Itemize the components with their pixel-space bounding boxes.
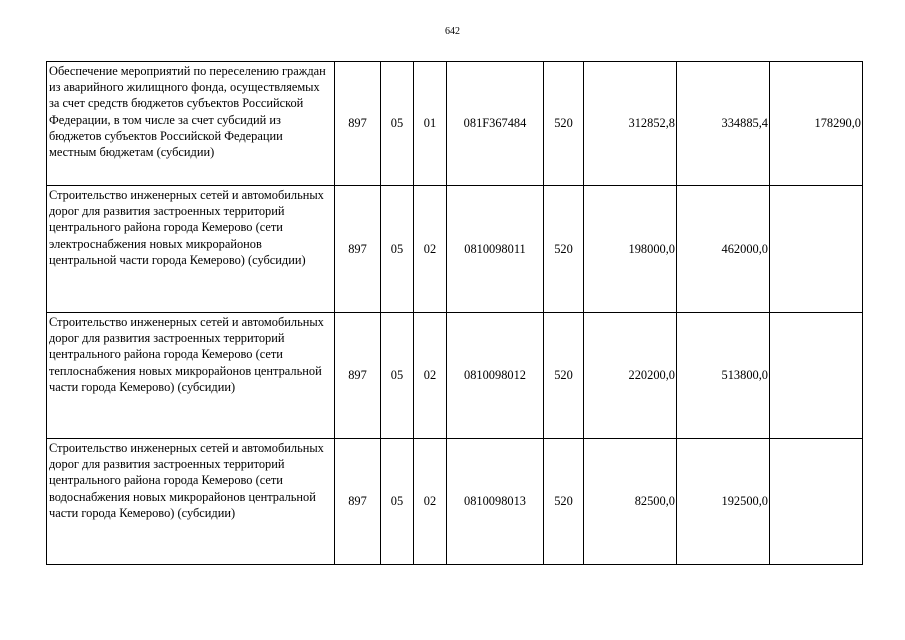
- page-number: 642: [445, 26, 460, 37]
- budget-table: [46, 61, 863, 565]
- expense-type-code: 520: [544, 186, 584, 313]
- amount-2: 462000,0: [677, 186, 770, 313]
- amount-2: 334885,4: [677, 62, 770, 186]
- target-article-code: 081F367484: [447, 62, 544, 186]
- expense-type-code: 520: [544, 62, 584, 186]
- table-row: [47, 62, 863, 186]
- expense-type-code: 520: [544, 313, 584, 439]
- amount-3: 178290,0: [770, 62, 863, 186]
- ministry-code: 897: [335, 439, 381, 565]
- amount-1: 198000,0: [584, 186, 677, 313]
- ministry-code: 897: [335, 313, 381, 439]
- amount-3: [770, 186, 863, 313]
- row-description: Обеспечение мероприятий по переселению граждан из аварийного жилищного фонда, осуществляемых за счет средств бюджетов субъектов Российской Федерации, в том числе за счет субсидий из бюджетов субъектов Российской Федерации местным бюджетам (субсидии): [47, 62, 335, 186]
- target-article-code: 0810098012: [447, 313, 544, 439]
- table-row: [47, 439, 863, 565]
- subsection-code: 02: [414, 439, 447, 565]
- ministry-code: 897: [335, 186, 381, 313]
- amount-3: [770, 313, 863, 439]
- amount-1: 220200,0: [584, 313, 677, 439]
- amount-2: 192500,0: [677, 439, 770, 565]
- section-code: 05: [381, 439, 414, 565]
- table-row: [47, 313, 863, 439]
- amount-2: 513800,0: [677, 313, 770, 439]
- subsection-code: 02: [414, 313, 447, 439]
- section-code: 05: [381, 186, 414, 313]
- target-article-code: 0810098011: [447, 186, 544, 313]
- amount-1: 82500,0: [584, 439, 677, 565]
- ministry-code: 897: [335, 62, 381, 186]
- subsection-code: 02: [414, 186, 447, 313]
- row-description: Строительство инженерных сетей и автомобильных дорог для развития застроенных территорий центрального района города Кемерово (сети водоснабжения новых микрорайонов центральной части города Кемерово) (субсидии): [47, 439, 335, 565]
- expense-type-code: 520: [544, 439, 584, 565]
- section-code: 05: [381, 62, 414, 186]
- row-description: Строительство инженерных сетей и автомобильных дорог для развития застроенных территорий центрального района города Кемерово (сети теплоснабжения новых микрорайонов центральной части города Кемерово) (субсидии): [47, 313, 335, 439]
- amount-3: [770, 439, 863, 565]
- row-description: Строительство инженерных сетей и автомобильных дорог для развития застроенных территорий центрального района города Кемерово (сети электроснабжения новых микрорайонов центральной части города Кемерово) (субсидии): [47, 186, 335, 313]
- subsection-code: 01: [414, 62, 447, 186]
- section-code: 05: [381, 313, 414, 439]
- amount-1: 312852,8: [584, 62, 677, 186]
- target-article-code: 0810098013: [447, 439, 544, 565]
- table-row: [47, 186, 863, 313]
